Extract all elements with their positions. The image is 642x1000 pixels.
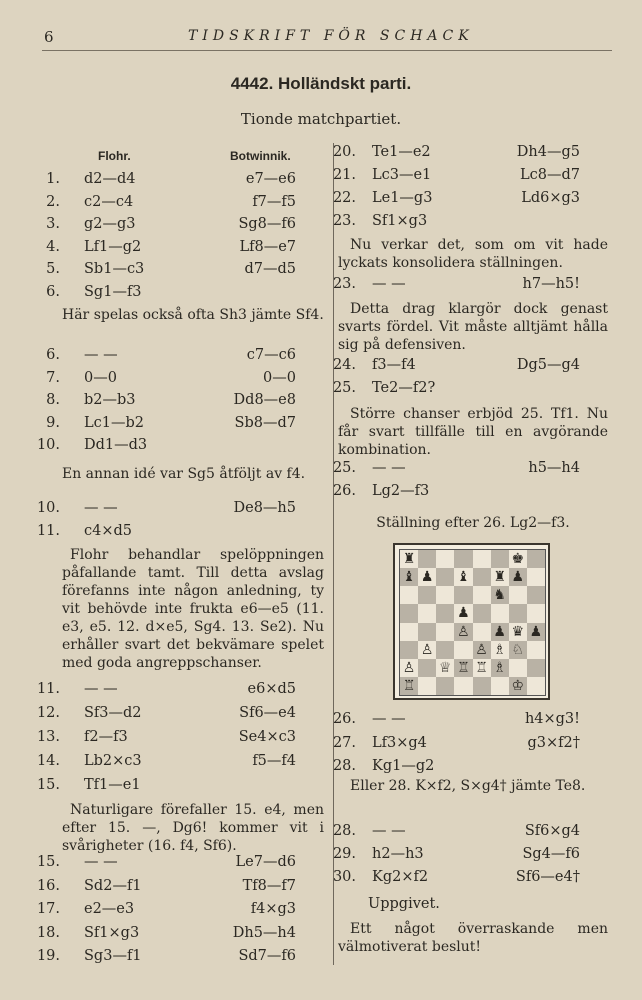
move-number: 9. (46, 414, 60, 431)
black-move: h5—h4 (528, 460, 580, 476)
move-number: 19. (36, 948, 60, 964)
black-move: Dh5—h4 (232, 924, 296, 941)
white-move: b2—b3 (84, 392, 136, 408)
move-number: 2. (46, 193, 60, 210)
board-square (436, 550, 454, 568)
black-move: h4×g3! (524, 711, 580, 727)
move-number: 7. (46, 369, 60, 386)
board-square (473, 568, 491, 586)
black-player-name: Botwinnik. (230, 149, 291, 163)
move-number: 26. (332, 483, 356, 499)
move-number: 16. (36, 877, 60, 894)
white-move: c2—c4 (84, 193, 134, 210)
board-square (436, 641, 454, 659)
board-square (418, 659, 436, 677)
move-number: 28. (332, 823, 356, 839)
black-move: Sb8—d7 (234, 414, 296, 431)
black-move: Lc8—d7 (520, 167, 580, 183)
board-square-piece: ♟ (418, 568, 436, 586)
white-move: Sb1—c3 (84, 261, 145, 277)
black-move: f4×g3 (250, 901, 296, 917)
white-move: Sf3—d2 (84, 705, 142, 721)
black-move: d7—d5 (244, 261, 296, 277)
board-square (491, 550, 509, 568)
board-square (418, 677, 436, 695)
board-square-piece: ♟ (509, 568, 527, 586)
board-square-piece: ♖ (454, 659, 472, 677)
board-square-piece: ♚ (509, 550, 527, 568)
column-divider (333, 143, 334, 965)
white-move: — — (84, 681, 118, 697)
header-rule (42, 50, 612, 51)
board-square (418, 623, 436, 641)
move-number: 17. (36, 901, 60, 917)
black-move: Sf6×g4 (524, 823, 580, 839)
game-subtitle: Tionde matchpartiet. (240, 110, 402, 128)
white-move: Sd2—f1 (84, 877, 142, 894)
white-move: — — (372, 460, 406, 476)
board-square-piece: ♘ (509, 641, 527, 659)
chess-diagram (393, 543, 550, 700)
move-number: 14. (36, 753, 60, 769)
black-move: Sf6—e4† (515, 869, 580, 885)
move-number: 11. (36, 522, 60, 539)
white-move: — — (372, 711, 406, 727)
comment-7: Större chanser erbjöd 25. Tf1. Nu får svart tillfälle till en avgörande kombination. (338, 406, 608, 458)
white-move: Le1—g3 (372, 190, 433, 206)
white-move: e2—e3 (84, 901, 135, 917)
black-move: Dh4—g5 (516, 144, 580, 160)
board-square-piece: ♞ (491, 586, 509, 604)
board-square (473, 586, 491, 604)
white-move: Tf1—e1 (84, 777, 141, 793)
board-square (400, 623, 418, 641)
black-move: Sf6—e4 (239, 705, 296, 721)
board-square (454, 677, 472, 695)
board-square-piece: ♝ (400, 568, 418, 586)
comment-5: Nu verkar det, som om vit hade lyckats konsolidera ställningen. (338, 237, 608, 271)
white-move: Lf3×g4 (372, 734, 427, 751)
white-move: f3—f4 (372, 357, 416, 373)
board-square (473, 677, 491, 695)
move-number: 15. (36, 854, 60, 870)
board-square (400, 641, 418, 659)
black-move: Dg5—g4 (516, 357, 580, 373)
white-move: d2—d4 (84, 171, 136, 187)
comment-6: Detta drag klargör dock genast svarts fördel. Vit måste alltjämt hålla sig på defensiven. (338, 301, 608, 353)
board-square (436, 586, 454, 604)
board-square (491, 677, 509, 695)
move-number: 23. (332, 276, 356, 292)
board-square-piece: ♛ (509, 623, 527, 641)
board-square (418, 550, 436, 568)
page-number: 6 (44, 28, 54, 46)
board-square-piece: ♗ (491, 659, 509, 677)
black-move: g3×f2† (527, 734, 580, 751)
white-move: Te2—f2? (372, 380, 436, 396)
white-move: Lb2×c3 (84, 753, 142, 769)
white-move: Kg1—g2 (372, 758, 435, 774)
board-square (527, 641, 545, 659)
white-move: h2—h3 (372, 846, 424, 862)
white-move: — — (84, 854, 118, 870)
board-square (509, 659, 527, 677)
white-move: 0—0 (84, 369, 117, 386)
black-move: Sg8—f6 (238, 216, 296, 232)
move-number: 23. (332, 213, 356, 229)
white-move: Lg2—f3 (372, 483, 430, 499)
board-square (509, 586, 527, 604)
move-number: 8. (46, 392, 60, 408)
move-number: 22. (332, 190, 356, 206)
running-head: TIDSKRIFT FÖR SCHACK (188, 28, 474, 44)
board-square-piece: ♙ (473, 641, 491, 659)
board-square (527, 604, 545, 622)
white-move: Lc3—e1 (372, 167, 432, 183)
move-number: 15. (36, 777, 60, 793)
comment-4: Naturligare förefaller 15. e4, men efter 15. —, Dg6! kommer vit i svårigheter (16. f4, Sf6). (62, 802, 324, 854)
board-square-piece: ♟ (491, 623, 509, 641)
black-move: e6×d5 (247, 681, 296, 697)
board-square (509, 604, 527, 622)
comment-2: En annan idé var Sg5 åtföljt av f4. (62, 466, 306, 482)
diagram-caption: Ställning efter 26. Lg2—f3. (376, 515, 570, 531)
move-number: 10. (36, 500, 60, 516)
move-number: 1. (46, 171, 60, 187)
board-square-piece: ♟ (454, 604, 472, 622)
white-move: Sf1×g3 (372, 213, 428, 229)
board-square (454, 550, 472, 568)
board-square-piece: ♗ (491, 641, 509, 659)
black-move: e7—e6 (245, 171, 296, 187)
move-number: 6. (46, 283, 60, 300)
board-square-piece: ♖ (400, 677, 418, 695)
board-square (527, 659, 545, 677)
comment-1: Här spelas också ofta Sh3 jämte Sf4. (62, 307, 324, 323)
board-square-piece: ♕ (436, 659, 454, 677)
move-number: 27. (332, 734, 356, 751)
move-number: 6. (46, 347, 60, 363)
black-move: Le7—d6 (235, 854, 296, 870)
white-move: Sg3—f1 (84, 948, 142, 964)
board-square-piece: ♖ (473, 659, 491, 677)
move-number: 29. (332, 846, 356, 862)
board-square (436, 623, 454, 641)
game-title: 4442. Holländskt parti. (230, 74, 412, 93)
white-player-name: Flohr. (98, 149, 131, 163)
white-move: Lf1—g2 (84, 238, 142, 255)
board-square (454, 586, 472, 604)
board-square (491, 604, 509, 622)
move-number: 3. (46, 216, 60, 232)
board-square-piece: ♙ (418, 641, 436, 659)
black-move: Sg4—f6 (522, 846, 580, 862)
black-move: Lf8—e7 (239, 238, 296, 255)
black-move: De8—h5 (233, 500, 296, 516)
board-square (527, 677, 545, 695)
board-square (436, 677, 454, 695)
move-number: 26. (332, 711, 356, 727)
board-square (473, 604, 491, 622)
board-square (473, 550, 491, 568)
move-number: 13. (36, 729, 60, 745)
game-result: Uppgivet. (368, 896, 440, 912)
black-move: Se4×c3 (238, 729, 296, 745)
move-number: 30. (332, 869, 356, 885)
black-move: Sd7—f6 (238, 948, 296, 964)
white-move: Sf1×g3 (84, 924, 140, 941)
black-move: f5—f4 (252, 753, 296, 769)
white-move: Dd1—d3 (84, 437, 148, 453)
board-square (400, 586, 418, 604)
white-move: f2—f3 (84, 729, 128, 745)
board-square-piece: ♝ (454, 568, 472, 586)
white-move: Lc1—b2 (84, 414, 144, 431)
white-move: g2—g3 (84, 216, 136, 232)
white-move: c4×d5 (84, 522, 133, 539)
black-move: Tf8—f7 (242, 877, 296, 894)
move-number: 18. (36, 924, 60, 941)
move-number: 21. (332, 167, 356, 183)
white-move: Te1—e2 (372, 144, 431, 160)
board-square (527, 550, 545, 568)
white-move: Kg2×f2 (372, 869, 429, 885)
black-move: h7—h5! (522, 276, 580, 292)
board-square (418, 604, 436, 622)
board-square-piece: ♙ (454, 623, 472, 641)
move-number: 10. (36, 437, 60, 453)
move-number: 24. (332, 357, 356, 373)
black-move: Dd8—e8 (233, 392, 296, 408)
board-square-piece: ♔ (509, 677, 527, 695)
move-number: 20. (332, 144, 356, 160)
move-number: 25. (332, 460, 356, 476)
board-square (527, 568, 545, 586)
board-square (436, 568, 454, 586)
closing-remark: Ett något överraskande men välmotiverat beslut! (338, 921, 608, 955)
move-number: 12. (36, 705, 60, 721)
board-square (527, 586, 545, 604)
black-move: Ld6×g3 (521, 190, 580, 206)
black-move: c7—c6 (246, 347, 296, 363)
move-number: 28. (332, 758, 356, 774)
move-number: 4. (46, 238, 60, 255)
black-move: f7—f5 (252, 193, 296, 210)
black-move: 0—0 (263, 369, 296, 386)
board-square-piece: ♜ (491, 568, 509, 586)
white-move: Sg1—f3 (84, 283, 142, 300)
move-number: 25. (332, 380, 356, 396)
comment-3: Flohr behandlar spelöppningen påfallande tamt. Till detta avslag förefanns inte någon anledning, ty vit behövde inte frukta e6—e5 (11. e3, e5. 12. d×e5, Sg4. 13. Se2). Nu erhåller svart det bekvämare spelet med goda angreppschanser. (62, 547, 324, 671)
move-number: 5. (46, 261, 60, 277)
white-move: — — (84, 500, 118, 516)
white-move: — — (84, 347, 118, 363)
board-square (454, 641, 472, 659)
board-square (436, 604, 454, 622)
move-number: 11. (36, 681, 60, 697)
board-square-piece: ♜ (400, 550, 418, 568)
board-square (418, 586, 436, 604)
board-square-piece: ♟ (527, 623, 545, 641)
board-square-piece: ♙ (400, 659, 418, 677)
board-grid (399, 549, 546, 696)
comment-8: Eller 28. K×f2, S×g4† jämte Te8. (350, 778, 586, 794)
board-square (473, 623, 491, 641)
board-square (400, 604, 418, 622)
white-move: — — (372, 823, 406, 839)
white-move: — — (372, 276, 406, 292)
